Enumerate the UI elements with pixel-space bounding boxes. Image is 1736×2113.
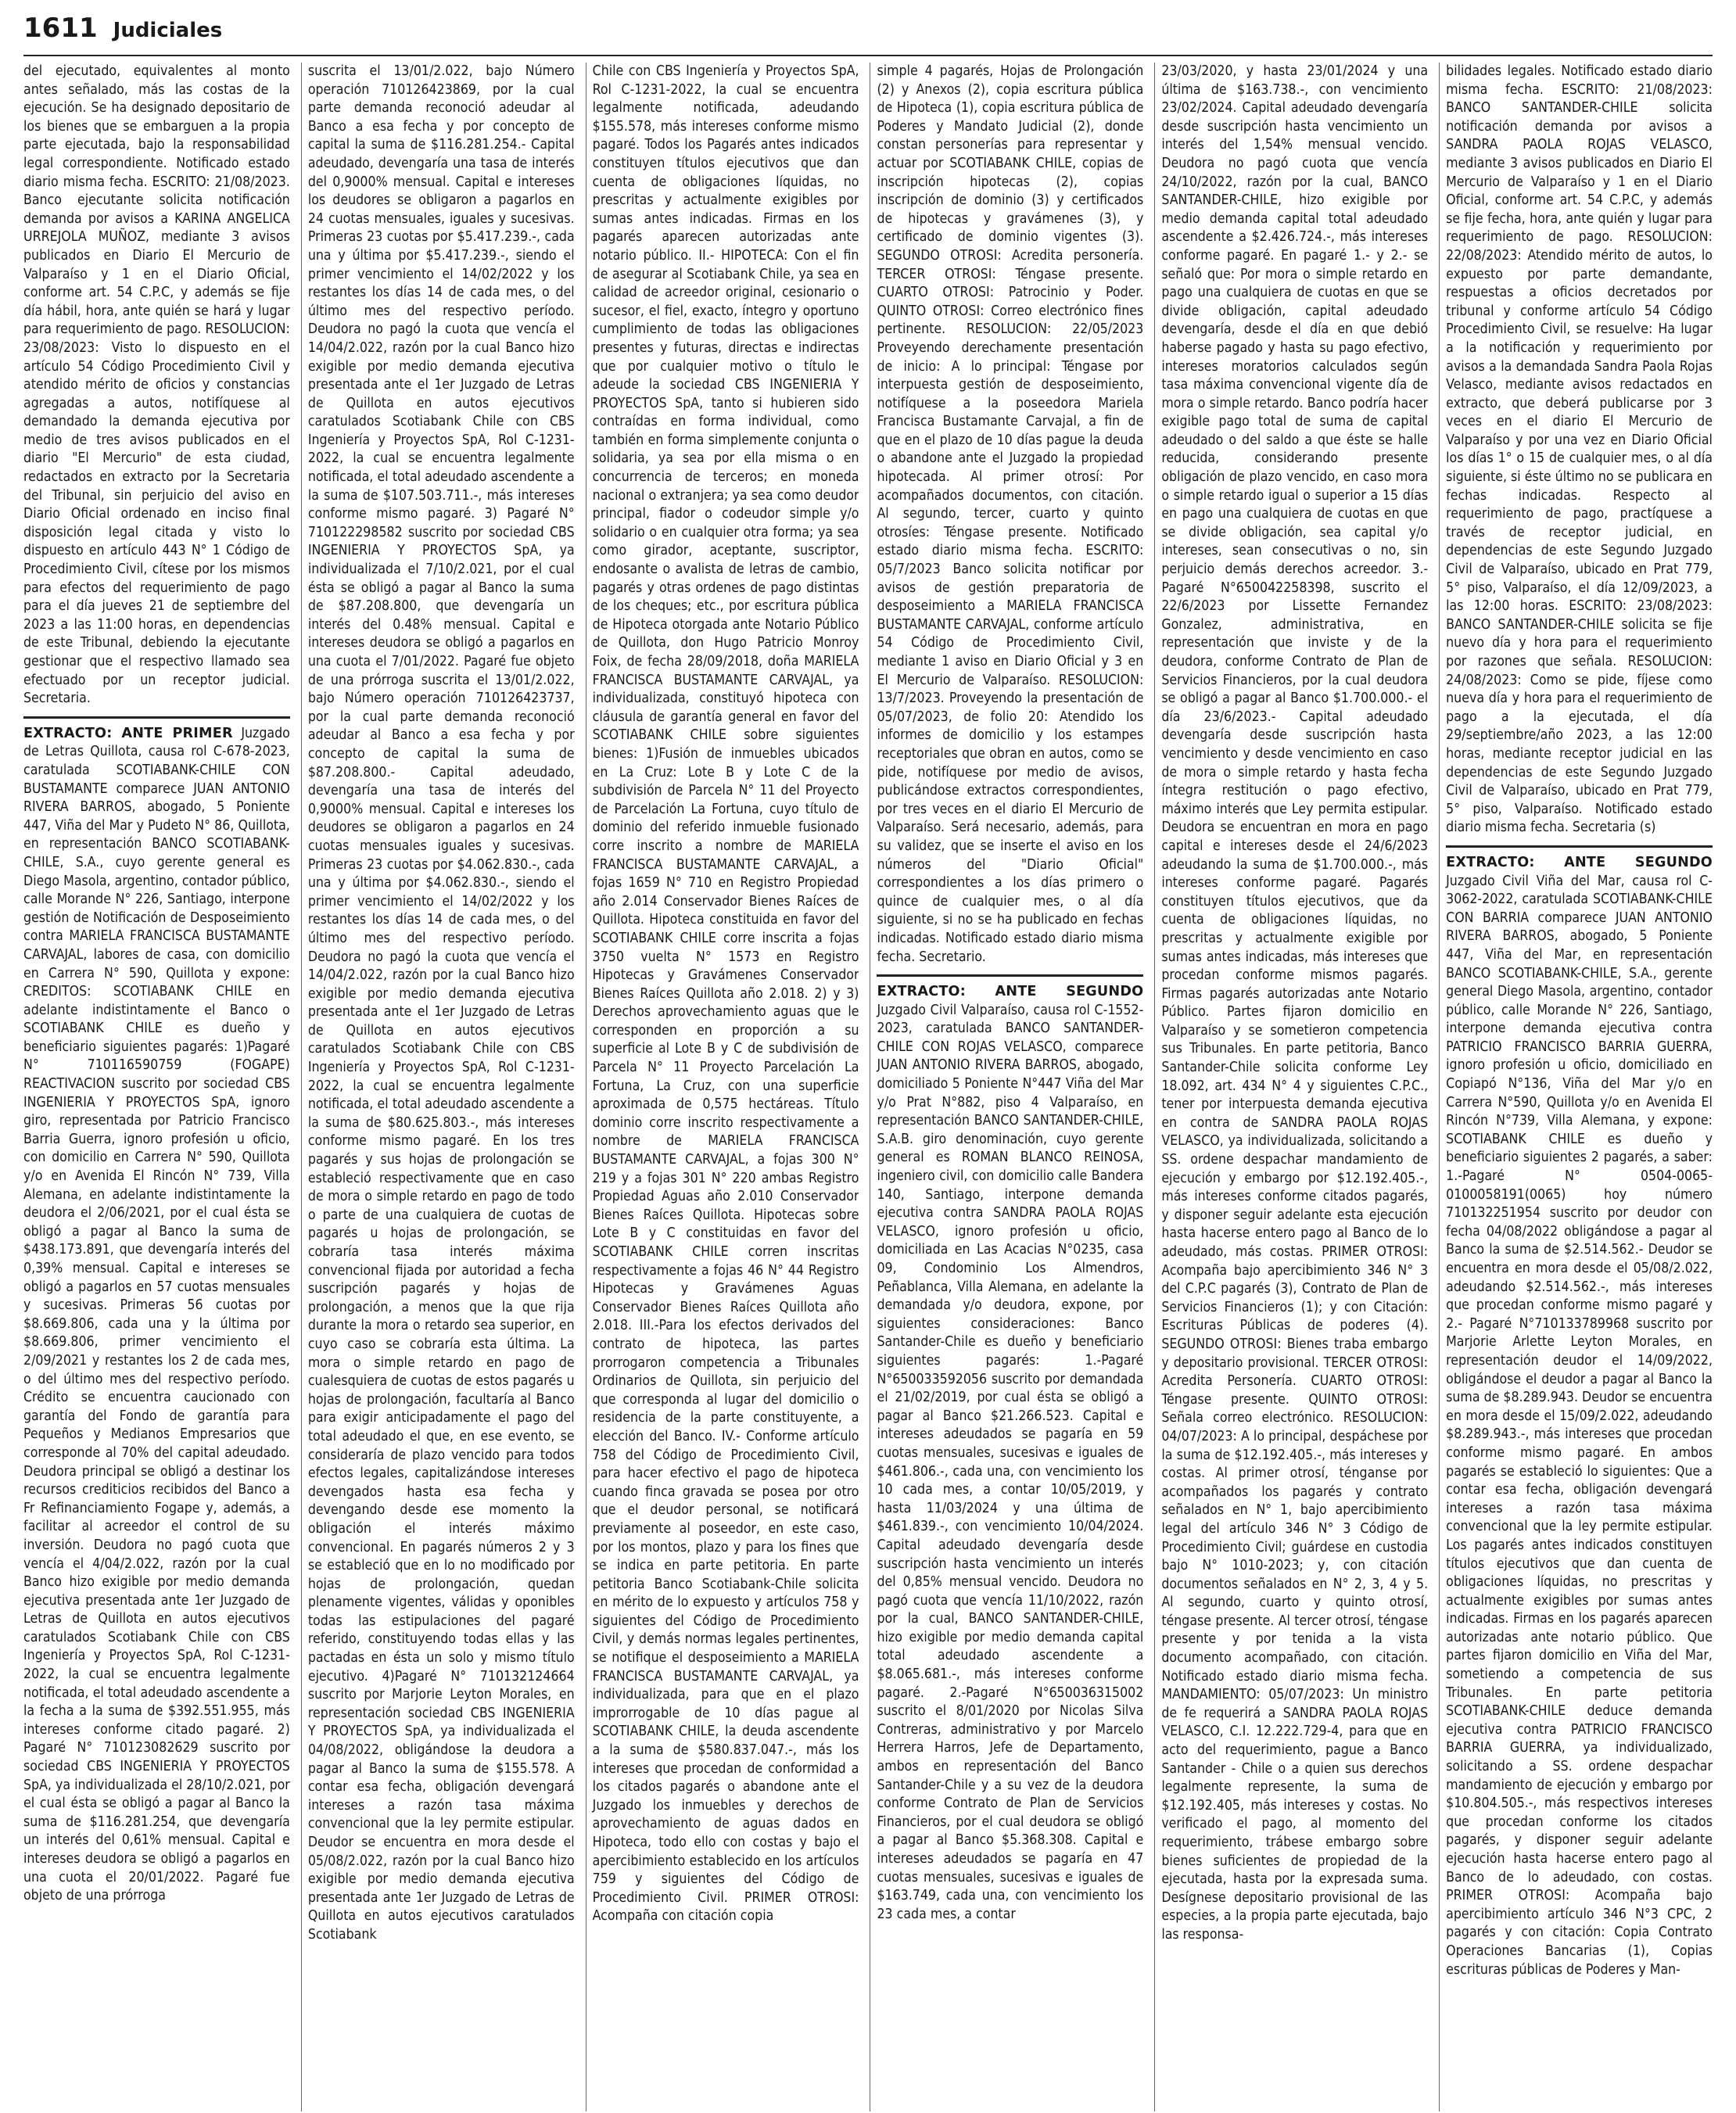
notice-block xyxy=(1446,845,1713,1979)
page-header xyxy=(23,13,1713,56)
notice-block xyxy=(593,63,859,1926)
notice-block xyxy=(1161,63,1428,1945)
notice-lead: EXTRACTO: ANTE PRIMER xyxy=(23,725,233,741)
page-number: 1611 xyxy=(23,13,98,44)
notice-block xyxy=(1446,63,1713,838)
notice-block xyxy=(308,63,575,1945)
column-2 xyxy=(301,63,575,2111)
notice-block xyxy=(877,63,1143,967)
notice-block xyxy=(877,974,1143,1924)
notice-text: 23/03/2020, y hasta 23/01/2024 y una última de $163.738.-, con vencimiento 23/02/2024. Capital adeudado devengaría desde suscripción hasta vencimiento un interés del 1,54% mensual vencido. Deudora no pagó cuota que vencía 24/10/2022, razón por la cual, BANCO SANTANDER-CHILE, hizo exigible por medio demanda capital total adeudado ascendente a $2.426.724.-, más intereses conforme pagaré. En pagaré 1.- y 2.- se señaló que: Por mora o simple retardo en pago una cualquiera de cuotas en que se divide obligación, capital adeudado devengaría, desde el día en que debió haberse pagado y hasta su pago efectivo, intereses moratorios calculados según tasa máxima convencional vigente día de mora o simple retardo. Banco podría hacer exigible pago total de suma de capital adeudado o del saldo a que éste se halle reducida, considerando presente obligación de plazo vencido, en caso mora o simple retardo igual o superior a 15 días en pago una cualquiera de cuotas en que se divide obligación, sea capital y/o intereses, sean consecutivas o no, sin perjuicio demás derechos acreedor. 3.- Pagaré N°650042258398, suscrito el 22/6/2023 por Lissette Fernandez Gonzalez, administrativa, en representación que inviste y de la deudora, conforme Contrato de Plan de Servicios Financieros, por la cual deudora se obligó a pagar al Banco $1.700.000.- el día 23/6/2023.- Capital adeudado devengaría desde suscripción hasta vencimiento y desde vencimiento en caso de mora o simple retardo y hasta fecha íntegra restitución o pago efectivo, máximo interés que Ley permita estipular. Deudora se encuentran en mora en pago capital e intereses desde el 24/6/2023 adeudando la suma de $1.700.000.-, más intereses conforme pagaré. Pagarés constituyen títulos ejecutivos, que da cuenta de obligaciones líquidas, no prescritas y actualmente exigible por sumas antes indicadas, más intereses que procedan conforme mismos pagarés. Firmas pagarés autorizadas ante Notario Público. Partes fijaron domicilio en Valparaíso y se sometieron competencia sus Tribunales. En parte petitoria, Banco Santander-Chile solicita conforme Ley 18.092, art. 434 N° 4 y siguientes C.P.C., tener por interpuesta demanda ejecutiva en contra de SANDRA PAOLA ROJAS VELASCO, ya individualizada, solicitando a SS. ordene despachar mandamiento de ejecución y embargo por $12.192.405.-, más intereses conforme citados pagarés, y disponer seguir adelante esta ejecución hasta hacerse entero pago al Banco de lo adeudado, más costas. PRIMER OTROSI: Acompaña bajo apercibimiento 346 N° 3 del C.P.C pagarés (3), Contrato de Plan de Servicios Financieros (1); y con Citación: Escrituras Públicas de poderes (4). SEGUNDO OTROSI: Bienes traba embargo y depositario provisional. TERCER OTROSI: Acredita Personería. CUARTO OTROSI: Téngase presente. QUINTO OTROSI: Señala correo electrónico. RESOLUCION: 04/07/2023: A lo principal, despáchese por la suma de $12.192.405.-, más intereses y costas. Al primer otrosí, ténganse por acompañados los pagarés y contrato señalados en N° 1, bajo apercibimiento legal del artículo 346 N° 3 Código de Procedimiento Civil; guárdese en custodia bajo N° 1010-2023; y, con citación documentos señalados en N° 2, 3, 4 y 5. Al segundo, cuarto y quinto otrosí, téngase presente. Al tercer otrosí, téngase presente y por tenida a la vista documento acompañado, con citación. Notificado estado diario misma fecha. MANDAMIENTO: 05/07/2023: Un ministro de fe requerirá a SANDRA PAOLA ROJAS VELASCO, C.I. 12.222.729-4, para que en acto del requerimiento, pague a Banco Santander - Chile o a quien sus derechos legalmente represente, la suma de $12.192.405, más intereses y costas. No verificado el pago, al momento del requerimiento, trábese embargo sobre bienes suficientes de propiedad de la ejecutada, hasta por la expresada suma. Desígnese depositario provisional de las especies, a la propia parte ejecutada, bajo las responsa- xyxy=(1161,63,1429,1943)
column-4 xyxy=(870,63,1143,2111)
notice-block xyxy=(23,63,290,709)
columns xyxy=(23,63,1713,2111)
notice-text: Chile con CBS Ingeniería y Proyectos SpA, Rol C-1231-2022, la cual se encuentra legalmente notificada, adeudando $155.578, más intereses conforme mismo pagaré. Todos los Pagarés antes indicados constituyen títulos ejecutivos que dan cuenta de obligaciones líquidas, no prescritas y actualmente exigibles por sumas antes indicadas. Firmas en los pagarés aparecen autorizadas ante notario público. II.- HIPOTECA: Con el fin de asegurar al Scotiabank Chile, ya sea en calidad de acreedor original, cesionario o sucesor, el fiel, exacto, íntegro y oportuno cumplimiento de todas las obligaciones presentes y futuras, directas e indirectas que por cualquier motivo o título le adeude la sociedad CBS INGENIERIA Y PROYECTOS SpA, tanto si hubieren sido contraídas en forma individual, como también en forma simplemente conjunta o solidaria, ya sea por ella misma o en concurrencia de terceros; en moneda nacional o extranjera; ya sea como deudor principal, fiador o codeudor simple y/o solidario o en cualquier otra forma; ya sea como girador, aceptante, suscriptor, endosante o avalista de letras de cambio, pagarés y otras ordenes de pago distintas de los cheques; etc., por escritura pública de Hipoteca otorgada ante Notario Público de Quillota, don Hugo Patricio Monroy Foix, de fecha 28/09/2018, doña MARIELA FRANCISCA BUSTAMANTE CARVAJAL, ya individualizada, constituyó hipoteca con cláusula de garantía general en favor del SCOTIABANK CHILE sobre siguientes bienes: 1)Fusión de inmuebles ubicados en La Cruz: Lote B y Lote C de la subdivisión de Parcela N° 11 del Proyecto de Parcelación La Fortuna, cuyo título de dominio del referido inmueble fusionado corre inscrito a nombre de MARIELA FRANCISCA BUSTAMANTE CARVAJAL, a fojas 1659 N° 710 en Registro Propiedad año 2.014 Conservador Bienes Raíces de Quillota. Hipoteca constituida en favor del SCOTIABANK CHILE corre inscrita a fojas 3750 vuelta N° 1573 en Registro Hipotecas y Gravámenes Conservador Bienes Raíces Quillota año 2.018. 2) y 3) Derechos aprovechamiento aguas que le corresponden en proporción a su superficie al Lote B y C de subdivisión de Parcela N° 11 Proyecto Parcelación La Fortuna, La Cruz, con una superficie aproximada de 0,575 hectáreas. Título dominio corre inscrito respectivamente a nombre de MARIELA FRANCISCA BUSTAMANTE CARVAJAL, a fojas 300 N° 219 y a fojas 301 N° 220 ambas Registro Propiedad Aguas año 2.010 Conservador Bienes Raíces Quillota. Hipotecas sobre Lote B y C constituidas en favor del SCOTIABANK CHILE corren inscritas respectivamente a fojas 46 N° 44 Registro Hipotecas y Gravámenes Aguas Conservador Bienes Raíces Quillota año 2.018. III.-Para los efectos derivados del contrato de hipoteca, las partes prorrogaron competencia a Tribunales Ordinarios de Quillota, sin perjuicio del que corresponda al lugar del domicilio o residencia de la parte constituyente, a elección del Banco. IV.- Conforme artículo 758 del Código de Procedimiento Civil, para hacer efectivo el pago de hipoteca cuando finca gravada se posea por otro que el deudor personal, se notificará previamente al poseedor, en este caso, por los montos, plazo y para los fines que se indica en parte petitoria. En parte petitoria Banco Scotiabank-Chile solicita en mérito de lo expuesto y artículos 758 y siguientes del Código de Procedimiento Civil, y demás normas legales pertinentes, se notifique el desposeimiento a MARIELA FRANCISCA BUSTAMANTE CARVAJAL, ya individualizada, para que en el plazo improrrogable de 10 días pague al SCOTIABANK CHILE, la deuda ascendente a la suma de $580.837.047.-, más los intereses que procedan de conformidad a los citados pagarés o abandone ante el Juzgado los inmuebles y derechos de aprovechamiento de aguas dados en Hipoteca, todo ello con costas y bajo el apercibimiento establecido en los artículos 759 y siguientes del Código de Procedimiento Civil. PRIMER OTROSI: Acompaña con citación copia xyxy=(592,63,859,1925)
notice-text: Juzgado Civil Viña del Mar, causa rol C-3062-2022, caratulada SCOTIABANK-CHILE CON BARRIA comparece JUAN ANTONIO RIVERA BARROS, abogado, 5 Poniente 447, Viña del Mar, en representación BANCO SCOTIABANK-CHILE, S.A., gerente general Diego Masola, argentino, contador público, calle Morande N° 226, Santiago, interpone demanda ejecutiva contra PATRICIO FRANCISCO BARRIA GUERRA, ignoro profesión u oficio, domiciliado en Copiapó N°136, Viña del Mar y/o en Carrera N°590, Quillota y/o en Avenida El Rincón N°739, Villa Alemana, y expone: SCOTIABANK CHILE es dueño y beneficiario siguientes 2 pagarés, a saber: 1.-Pagaré N° 0504-0065-0100058191(0065) hoy número 710132251954 suscrito por deudor con fecha 04/08/2022 obligándose a pagar al Banco la suma de $2.514.562.- Deudor se encuentra en mora desde el 05/08/2.022, adeudando $2.514.562.-, más intereses que procedan conforme mismo pagaré y 2.- Pagaré N°710133789968 suscrito por Marjorie Arlette Leyton Morales, en representación deudor el 14/09/2022, obligándose el deudor a pagar al Banco la suma de $8.289.943. Deudor se encuentra en mora desde el 15/09/2.022, adeudando $8.289.943.-, más intereses que procedan conforme mismo pagaré. En ambos pagarés se estableció lo siguientes: Que a contar esa fecha, obligación devengará intereses a razón tasa máxima convencional que la ley permite estipular. Los pagarés antes indicados constituyen títulos ejecutivos que dan cuenta de obligaciones líquidas, no prescritas y actualmente exigibles por sumas antes indicadas. Firmas en los pagarés aparecen autorizadas ante notario público. Que partes fijaron domicilio en Viña del Mar, sometiendo a competencia de sus Tribunales. En parte petitoria SCOTIABANK-CHILE deduce demanda ejecutiva contra PATRICIO FRANCISCO BARRIA GUERRA, ya individualizado, solicitando a SS. ordene despachar mandamiento de ejecución y embargo por $10.804.505.-, más respectivos intereses que procedan conforme los citados pagarés, y disponer seguir adelante ejecución hasta hacerse entero pago al Banco de lo adeudado, con costas. PRIMER OTROSI: Acompaña bajo apercibimiento artículo 346 N°3 CPC, 2 pagarés y con citación: Copia Contrato Operaciones Bancarias (1), Copias escrituras públicas de Poderes y Man- xyxy=(1446,873,1713,1978)
notice-text: Juzgado de Letras Quillota, causa rol C-678-2023, caratulada SCOTIABANK-CHILE CON BUSTAMANTE comparece JUAN ANTONIO RIVERA BARROS, abogado, 5 Poniente 447, Viña del Mar y Pudeto N° 86, Quillota, en representación BANCO SCOTIABANK-CHILE, S.A., cuyo gerente general es Diego Masola, argentino, contador público, calle Morande N° 226, Santiago, interpone gestión de Notificación de Desposeimiento contra MARIELA FRANCISCA BUSTAMANTE CARVAJAL, labores de casa, con domicilio en Carrera N° 590, Quillota y expone: CREDITOS: SCOTIABANK CHILE en adelante indistintamente el Banco o SCOTIABANK CHILE es dueño y beneficiario siguientes pagarés: 1)Pagaré N° 710116590759 (FOGAPE) REACTIVACION suscrito por sociedad CBS INGENIERIA Y PROYECTOS SpA, ignoro giro, representada por Patricio Francisco Barria Guerra, ignoro profesión u oficio, con domicilio en Carrera N° 590, Quillota y/o en Avenida El Rincón N° 739, Villa Alemana, en adelante indistintamente la deudora el 2/06/2021, por el cual ésta se obligó a pagar al Banco la suma de $438.173.891, que devengaría interés del 0,39% mensual. Capital e intereses se obligó a pagarlos en 57 cuotas mensuales y sucesivas. Primeras 56 cuotas por $8.669.806, cada una y la última por $8.669.806, primer vencimiento el 2/09/2021 y restantes los 2 de cada mes, o del último mes del respectivo período. Crédito se encuentra caucionado con garantía del Fondo de garantía para Pequeños y Medianos Empresarios que corresponde al 70% del capital adeudado. Deudora principal se obligó a destinar los recursos crediticios recibidos del Banco a Fr Refinanciamiento Fogape y, además, a facilitar al acreedor el control de su inversión. Deudora no pagó cuota que vencía el 4/04/2.022, razón por la cual Banco hizo exigible por medio demanda ejecutiva presentada ante 1er Juzgado de Letras de Quillota en autos ejecutivos caratulados Scotiabank Chile con CBS Ingeniería y Proyectos SpA, Rol C-1231-2022, la cual se encuentra legalmente notificada, el total adeudado ascendente a la fecha a la suma de $392.551.955, más intereses conforme citado pagaré. 2) Pagaré N° 710123082629 suscrito por sociedad CBS INGENIERIA Y PROYECTOS SpA, ya individualizada el 28/10/2.021, por el cual ésta se obligó a pagar al Banco la suma de $116.281.254, que devengaría un interés del 0,61% mensual. Capital e intereses deudora se obligó a pagarlos en una cuota el 20/01/2022. Pagaré fue objeto de una prórroga xyxy=(23,725,290,1904)
column-1 xyxy=(23,63,290,2111)
notice-block xyxy=(23,716,290,1906)
section-title: Judiciales xyxy=(113,19,223,42)
notice-text: suscrita el 13/01/2.022, bajo Número operación 710126423869, por la cual parte demanda reconoció adeudar al Banco a esa fecha y por concepto de capital la suma de $116.281.254.- Capital adeudado, devengaría una tasa de interés del 0,9000% mensual. Capital e intereses los deudores se obligaron a pagarlos en 24 cuotas mensuales, iguales y sucesivas. Primeras 23 cuotas por $5.417.239.-, cada una y última por $5.417.239.-, siendo el primer vencimiento el 14/02/2022 y los restantes los días 14 de cada mes, o del último mes del respectivo período. Deudora no pagó la cuota que vencía el 14/04/2.022, razón por la cual Banco hizo exigible por medio demanda ejecutiva presentada ante el 1er Juzgado de Letras de Quillota en autos ejecutivos caratulados Scotiabank Chile con CBS Ingeniería y Proyectos SpA, Rol C-1231-2022, la cual se encuentra legalmente notificada, el total adeudado ascendente a la suma de $107.503.711.-, más intereses conforme mismo pagaré. 3) Pagaré N° 710122298582 suscrito por sociedad CBS INGENIERIA Y PROYECTOS SpA, ya individualizada el 7/10/2.021, por el cual ésta se obligó a pagar al Banco la suma de $87.208.800, que devengaría un interés del 0.48% mensual. Capital e intereses deudora se obligó a pagarlos en una cuota el 7/01/2022. Pagaré fue objeto de una prórroga suscrita el 13/01/2.022, bajo Número operación 710126423737, por la cual parte demanda reconoció adeudar al Banco a esa fecha y por concepto de capital la suma de $87.208.800.- Capital adeudado, devengaría una tasa de interés del 0,9000% mensual. Capital e intereses los deudores se obligaron a pagarlos en 24 cuotas mensuales iguales y sucesivas. Primeras 23 cuotas por $4.062.830.-, cada una y última por $4.062.830.-, siendo el primer vencimiento el 14/02/2022 y los restantes los días 14 de cada mes, o del último mes del respectivo período. Deudora no pagó la cuota que vencía el 14/04/2.022, razón por la cual Banco hizo exigible por medio demanda ejecutiva presentada ante el 1er Juzgado de Letras de Quillota en autos ejecutivos caratulados Scotiabank Chile con CBS Ingeniería y Proyectos SpA, Rol C-1231-2022, la cual se encuentra legalmente notificada, el total adeudado ascendente a la suma de $80.625.803.-, más intereses conforme mismo pagaré. En los tres pagarés y sus hojas de prolongación se estableció respectivamente que en caso de mora o simple retardo en pago de todo o parte de una cualquiera de cuotas de pagarés u hojas de prolongación, se cobraría tasa interés máxima convencional fijada por autoridad a fecha suscripción pagarés y hojas de prolongación, a menos que la que rija durante la mora o retardo sea superior, en cuyo caso se cobraría esta última. La mora o simple retardo en pago de cualesquiera de cuotas de estos pagarés u hojas de prolongación, facultaría al Banco para exigir anticipadamente el pago del total adeudado el que, en ese evento, se consideraría de plazo vencido para todos efectos legales, capitalizándose intereses devengados hasta esa fecha y devengando desde ese momento la obligación el interés máximo convencional. En pagarés números 2 y 3 se estableció que en lo no modificado por hojas de prolongación, quedan plenamente vigentes, válidas y oponibles todas las estipulaciones del pagaré referido, constituyendo todas ellas y las pactadas en ésta un solo y mismo título ejecutivo. 4)Pagaré N° 710132124664 suscrito por Marjorie Leyton Morales, en representación sociedad CBS INGENIERIA Y PROYECTOS SpA, ya individualizada el 04/08/2022, obligándose la deudora a pagar al Banco la suma de $155.578. A contar esa fecha, obligación devengará intereses a razón tasa máxima convencional que la ley permite estipular. Deudor se encuentra en mora desde el 05/08/2.022, razón por la cual Banco hizo exigible por medio demanda ejecutiva presentada ante 1er Juzgado de Letras de Quillota en autos ejecutivos caratulados Scotiabank xyxy=(307,63,575,1943)
notice-text: bilidades legales. Notificado estado diario misma fecha. ESCRITO: 21/08/2023: BANCO SANTANDER-CHILE solicita notificación demanda por avisos a SANDRA PAOLA ROJAS VELASCO, mediante 3 avisos publicados en Diario El Mercurio de Valparaíso y 1 en el Diario Oficial, conforme art. 54 C.P.C, y además se fije fecha, hora, ante quién y lugar para requerimiento de pago. RESOLUCION: 22/08/2023: Atendido mérito de autos, lo expuesto por parte demandante, respuestas a oficios decretados por tribunal y conforme artículo 54 Código Procedimiento Civil, se resuelve: Ha lugar a la notificación y requerimiento por avisos a la demandada Sandra Paola Rojas Velasco, mediante avisos redactados en extracto, que deberá publicarse por 3 veces en el diario El Mercurio de Valparaíso y por una vez en Diario Oficial los días 1° o 15 de cualquier mes, o al día siguiente, si éste último no se publicara en fechas indicadas. Respecto al requerimiento de pago, practíquese a través de receptor judicial, en dependencias de este Segundo Juzgado Civil de Valparaíso, ubicado en Prat 779, 5° piso, Valparaíso, el día 12/09/2023, a las 12:00 horas. ESCRITO: 23/08/2023: BANCO SANTANDER-CHILE solicita se fije nuevo día y hora para el requerimiento por razones que señala. RESOLUCION: 24/08/2023: Como se pide, fíjese como nueva día y hora para el requerimiento de pago a la ejecutada, el día 29/septiembre/año 2023, a las 12:00 horas, mediante receptor judicial en las dependencias de este Segundo Juzgado Civil de Valparaíso, ubicado en Prat 779, 5° piso, Valparaíso. Notificado estado diario misma fecha. Secretaria (s) xyxy=(1446,63,1713,836)
notice-text: simple 4 pagarés, Hojas de Prolongación (2) y Anexos (2), copia escritura pública de Hipoteca (1), copia escritura pública de Poderes y Mandato Judicial (2), donde constan personerías para representar y actuar por SCOTIABANK CHILE, copias de inscripción hipotecas (2), copias inscripción de dominio (3) y certificados de hipotecas y gravámenes (3), y certificado de dominio vigentes (3). SEGUNDO OTROSI: Acredita personería. TERCER OTROSI: Téngase presente. CUARTO OTROSI: Patrocinio y Poder. QUINTO OTROSI: Correo electrónico fines pertinente. RESOLUCION: 22/05/2023 Proveyendo derechamente presentación de inicio: A lo principal: Téngase por interpuesta gestión de desposeimiento, notifíquese a la poseedora Mariela Francisca Bustamante Carvajal, a fin de que en el plazo de 10 días pague la deuda o abandone ante el Juzgado la propiedad hipotecada. Al primer otrosí: Por acompañados documentos, con citación. Al segundo, tercer, cuarto y quinto otrosíes: Téngase presente. Notificado estado diario misma fecha. ESCRITO: 05/7/2023 Banco solicita notificar por avisos de gestión preparatoria de desposeimiento a MARIELA FRANCISCA BUSTAMANTE CARVAJAL, conforme artículo 54 Código de Procedimiento Civil, mediante 1 aviso en Diario Oficial y 3 en El Mercurio de Valparaíso. RESOLUCION: 13/7/2023. Proveyendo la presentación de 05/07/2023, de folio 20: Atendido los informes de domicilio y los estampes receptoriales que obran en autos, como se pide, notifíquese por medio de avisos, publicándose extractos correspondientes, por tres veces en el diario El Mercurio de Valparaíso. Será necesario, además, para su validez, que se inserte el aviso en los números del "Diario Oficial" correspondientes a los días primero o quince de cualquier mes, o al día siguiente, si no se ha publicado en fechas indicadas. Notificado estado diario misma fecha. Secretario. xyxy=(877,63,1144,965)
notice-lead: EXTRACTO: ANTE SEGUNDO xyxy=(877,984,1144,1000)
column-3 xyxy=(586,63,859,2111)
column-6 xyxy=(1439,63,1713,2111)
notice-lead: EXTRACTO: ANTE SEGUNDO xyxy=(1446,854,1713,870)
notice-text: Juzgado Civil Valparaíso, causa rol C-1552-2023, caratulada BANCO SANTANDER-CHILE CON ROJAS VELASCO, comparece JUAN ANTONIO RIVERA BARROS, abogado, domiciliado 5 Poniente N°447 Viña del Mar y/o Prat N°882, piso 4 Valparaíso, en representación BANCO SANTANDER-CHILE, S.A.B. giro denominación, cuyo gerente general es ROMAN BLANCO REINOSA, ingeniero civil, con domicilio calle Bandera 140, Santiago, interpone demanda ejecutiva contra SANDRA PAOLA ROJAS VELASCO, ignoro profesión u oficio, domiciliada en Las Acacias N°0235, casa 09, Condominio Los Almendros, Peñablanca, Villa Alemana, en adelante la demandada y/o deudora, expone, por siguientes consideraciones: Banco Santander-Chile es dueño y beneficiario siguientes pagarés: 1.-Pagaré N°650033592056 suscrito por demandada el 21/02/2019, por cual ésta se obligó a pagar al Banco $21.266.523. Capital e intereses adeudados se pagaría en 59 cuotas mensuales, sucesivas e iguales de $461.806.-, cada una, con vencimiento los 10 cada mes, a contar 10/05/2019, y hasta 11/03/2024 y una última de $461.839.-, con vencimiento 10/04/2024. Capital adeudado devengaría desde suscripción hasta vencimiento un interés del 0,85% mensual vencido. Deudora no pagó cuota que vencía 11/10/2022, razón por la cual, BANCO SANTANDER-CHILE, hizo exigible por medio demanda capital total adeudado ascendente a $8.065.681.-, más intereses conforme pagaré. 2.-Pagaré N°650036315002 suscrito el 8/01/2020 por Nicolas Silva Contreras, administrativo y por Marcelo Herrera Harros, Jefe de Departamento, ambos en representación del Banco Santander-Chile y a su vez de la deudora conforme Contrato de Plan de Servicios Financieros, por el cual deudora se obligó a pagar al Banco $5.368.308. Capital e intereses adeudados se pagaría en 47 cuotas mensuales, sucesivas e iguales de $163.749, cada una, con vencimiento los 23 cada mes, a contar xyxy=(877,1002,1144,1922)
column-5 xyxy=(1154,63,1428,2111)
notice-text: del ejecutado, equivalentes al monto antes señalado, más las costas de la ejecución. Se ha designado depositario de los bienes que se embarguen a la propia parte ejecutada, bajo la responsabilidad legal correspondiente. Notificado estado diario misma fecha. ESCRITO: 21/08/2023. Banco ejecutante solicita notificación demanda por avisos a KARINA ANGELICA URREJOLA MUÑOZ, mediante 3 avisos publicados en Diario El Mercurio de Valparaíso y 1 en el Diario Oficial, conforme art. 54 C.P.C, y además se fije día hábil, hora, ante quién se hará y lugar para requerimiento de pago. RESOLUCION: 23/08/2023: Visto lo dispuesto en el artículo 54 Código Procedimiento Civil y atendido mérito de oficios y constancias agregadas a autos, notifíquese al demandado la demanda ejecutiva por medio de tres avisos publicados en el diario "El Mercurio" de esta ciudad, redactados en extracto por la Secretaria del Tribunal, sin perjuicio del aviso en Diario Oficial ordenado en inciso final disposición legal citada y visto lo dispuesto en artículo 443 N° 1 Código de Procedimiento Civil, cítese por los mismos para efectos del requerimiento de pago para el día jueves 21 de septiembre del 2023 a las 11:00 horas, en dependencias de este Tribunal, debiendo la ejecutante gestionar que el respectivo llamado sea efectuado por un receptor judicial. Secretaria. xyxy=(23,63,290,707)
